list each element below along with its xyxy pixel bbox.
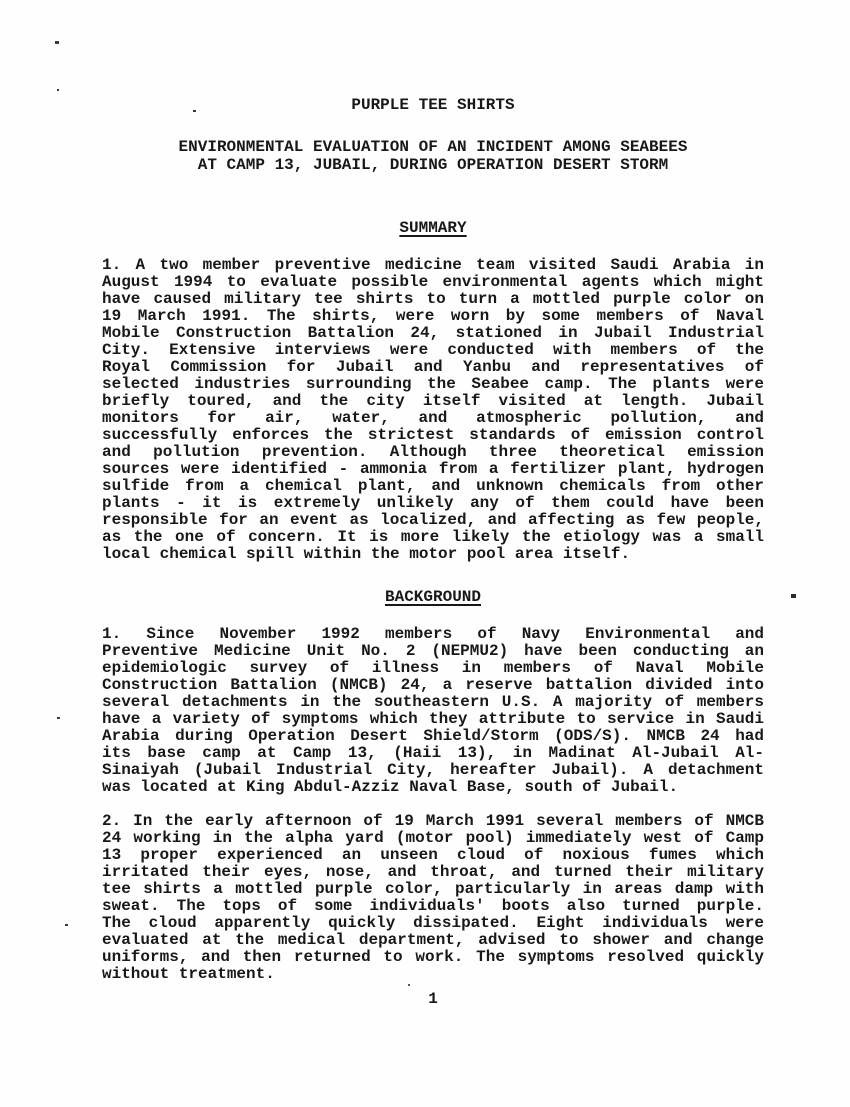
text-line: local chemical spill within the motor pool area itself. xyxy=(102,545,631,563)
text-line: sulfide from a chemical plant, and unknown chemicals from other xyxy=(102,477,764,495)
text-line: Construction Battalion (NMCB) 24, a reserve battalion divided into xyxy=(102,676,764,694)
text-line: epidemiologic survey of illness in members of Naval Mobile xyxy=(102,659,764,677)
text-line: irritated their eyes, nose, and throat, and turned their military xyxy=(102,863,764,881)
text-line: 19 March 1991. The shirts, were worn by some members of Naval xyxy=(102,307,764,325)
text-line: August 1994 to evaluate possible environmental agents which might xyxy=(102,273,764,291)
page-title-text: PURPLE TEE SHIRTS xyxy=(351,96,515,114)
text-line: sources were identified - ammonia from a fertilizer plant, hydrogen xyxy=(102,460,764,478)
page-title xyxy=(102,97,764,114)
text-line: uniforms, and then returned to work. The symptoms resolved quickly xyxy=(102,948,764,966)
text-line: 1. Since November 1992 members of Navy Environmental and xyxy=(102,625,764,643)
background-paragraph-1 xyxy=(102,626,764,796)
text-line: 1. A two member preventive medicine team visited Saudi Arabia in xyxy=(102,256,764,274)
text-line: as the one of concern. It is more likely the etiology was a small xyxy=(102,528,764,546)
text-line: plants - it is extremely unlikely any of them could have been xyxy=(102,494,764,512)
text-line: successfully enforces the strictest standards of emission control xyxy=(102,426,764,444)
page-subtitle xyxy=(102,138,764,174)
text-line: several detachments in the southeastern U.S. A majority of members xyxy=(102,693,764,711)
text-line: responsible for an event as localized, and affecting as few people, xyxy=(102,511,764,529)
text-line: Arabia during Operation Desert Shield/Storm (ODS/S). NMCB 24 had xyxy=(102,727,764,745)
text-line: Sinaiyah (Jubail Industrial City, hereafter Jubail). A detachment xyxy=(102,761,764,779)
text-line: briefly toured, and the city itself visited at length. Jubail xyxy=(102,392,764,410)
section-heading-summary xyxy=(102,220,764,237)
summary-paragraph-1 xyxy=(102,257,764,563)
text-line: 24 working in the alpha yard (motor pool) immediately west of Camp xyxy=(102,829,764,847)
page-number-text: 1 xyxy=(428,990,438,1008)
text-line: Mobile Construction Battalion 24, stationed in Jubail Industrial xyxy=(102,324,764,342)
subtitle-line-1: ENVIRONMENTAL EVALUATION OF AN INCIDENT AMONG SEABEES xyxy=(178,138,688,156)
text-line: monitors for air, water, and atmospheric pollution, and xyxy=(102,409,764,427)
text-line: selected industries surrounding the Seabee camp. The plants were xyxy=(102,375,764,393)
scan-speck xyxy=(791,594,796,598)
section-heading-background xyxy=(102,589,764,606)
text-line: tee shirts a mottled purple color, particularly in areas damp with xyxy=(102,880,764,898)
text-line: and pollution prevention. Although three theoretical emission xyxy=(102,443,764,461)
text-line: sweat. The tops of some individuals' boots also turned purple. xyxy=(102,897,764,915)
text-line: 2. In the early afternoon of 19 March 1991 several members of NMCB xyxy=(102,812,764,830)
text-line: its base camp at Camp 13, (Haii 13), in Madinat Al-Jubail Al- xyxy=(102,744,764,762)
subtitle-line-2: AT CAMP 13, JUBAIL, DURING OPERATION DESERT STORM xyxy=(197,156,669,174)
scan-speck xyxy=(57,89,59,91)
scan-speck xyxy=(55,41,59,44)
text-line: Royal Commission for Jubail and Yanbu and representatives of xyxy=(102,358,764,376)
text-line: without treatment. xyxy=(102,965,275,983)
text-line: have a variety of symptoms which they attribute to service in Saudi xyxy=(102,710,764,728)
document-body xyxy=(102,0,764,1107)
background-paragraph-2 xyxy=(102,813,764,983)
text-line: City. Extensive interviews were conducted with members of the xyxy=(102,341,764,359)
page-number xyxy=(102,991,764,1008)
text-line: have caused military tee shirts to turn a mottled purple color on xyxy=(102,290,764,308)
section-heading-summary-text: SUMMARY xyxy=(399,219,467,237)
text-line: The cloud apparently quickly dissipated. Eight individuals were xyxy=(102,914,764,932)
text-line: 13 proper experienced an unseen cloud of noxious fumes which xyxy=(102,846,764,864)
text-line: was located at King Abdul-Azziz Naval Base, south of Jubail. xyxy=(102,778,679,796)
scan-speck xyxy=(57,717,60,719)
section-heading-background-text: BACKGROUND xyxy=(384,588,481,606)
text-line: evaluated at the medical department, advised to shower and change xyxy=(102,931,764,949)
text-line: Preventive Medicine Unit No. 2 (NEPMU2) have been conducting an xyxy=(102,642,764,660)
scan-speck xyxy=(65,924,68,926)
